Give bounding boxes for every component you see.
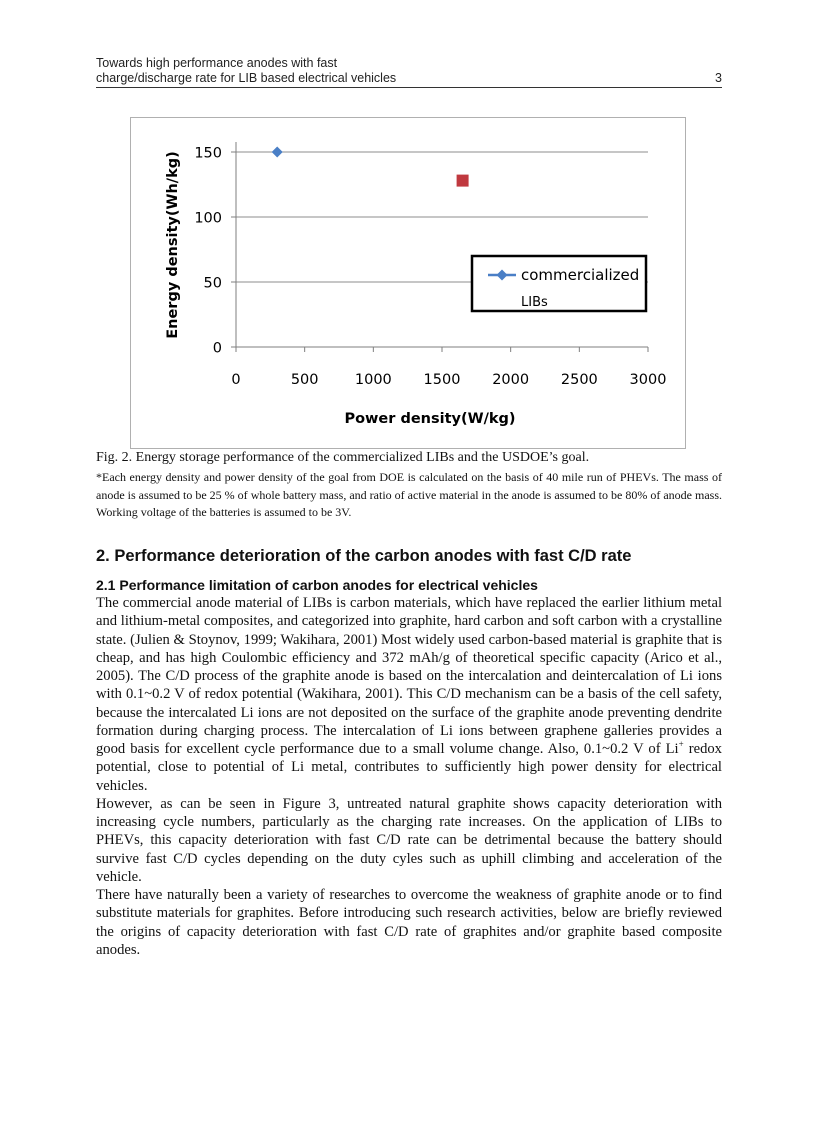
header-rule <box>96 87 722 88</box>
y-axis-label: Energy density(Wh/kg) <box>165 151 181 339</box>
page-number: 3 <box>715 71 722 85</box>
header-title-line2: charge/discharge rate for LIB based electrical vehicles <box>96 71 397 85</box>
paragraph-3: There have naturally been a variety of researches to overcome the weakness of graphite anode or to find substitute materials for graphites. Before introducing such research activities, below are briefly reviewed the origins of capacity deterioration with fast C/D rate of graphites and/or graphite based composite anodes. <box>96 887 722 958</box>
section-heading: 2. Performance deterioration of the carbon anodes with fast C/D rate <box>96 547 632 565</box>
figure-footnote: *Each energy density and power density of the goal from DOE is calculated on the basis of 40 mile run of PHEVs. The mass of anode is assumed to be 25 % of whole battery mass, and ratio of active material in the anode is assumed to be 80% of anode mass. Working voltage of the batteries is assumed to be 3V. <box>96 470 722 519</box>
x-tick-label: 2000 <box>492 372 530 388</box>
data-point-usdoe-goal <box>457 175 469 187</box>
y-tick-label: 0 <box>212 340 222 357</box>
paragraph-1 <box>96 594 722 795</box>
x-tick-label: 1000 <box>354 372 392 388</box>
legend <box>472 256 646 311</box>
running-header <box>96 56 722 86</box>
paragraph-2: However, as can be seen in Figure 3, untreated natural graphite shows capacity deterioration with increasing cycle numbers, particularly as the charging rate increases. On the application of LIBs to PHEVs, this capacity deterioration with fast C/D rate can be detrimental because the battery should survive fast C/D cycles depending on the duty cyles such as uphill climbing and acceleration of the vehicle. <box>96 795 722 885</box>
subsection-heading: 2.1 Performance limitation of carbon anodes for electrical vehicles <box>96 577 538 593</box>
x-tick-label: 1500 <box>423 372 461 388</box>
y-tick-label: 150 <box>194 145 222 162</box>
body-text <box>96 594 722 959</box>
legend-label-line2: LIBs <box>521 295 548 310</box>
figure-caption: Fig. 2. Energy storage performance of the commercialized LIBs and the USDOE’s goal. <box>96 450 590 465</box>
header-title-line1: Towards high performance anodes with fast <box>96 56 338 70</box>
paragraph-1-part-a: The commercial anode material of LIBs is carbon materials, which have replaced the earlier lithium metal and lithium-metal composites, and categorized into graphite, hard carbon and soft carbon with a crystalline state. (Julien & Stoynov, 1999; Wakihara, 2001) Most widely used carbon-based material is graphite that is cheap, and has high Coulombic efficiency and 372 mAh/g of theoretical specific capacity (Arico et al., 2005). The C/D process of the graphite anode is based on the intercalation and deintercalation of Li ions with 0.1~0.2 V of redox potential (Wakihara, 2001). This C/D mechanism can be a basis of the cell safety, because the intercalated Li ions are not deposited on the surface of the graphite anode preventing dendrite formation during charging process. The intercalation of Li ions between graphene galleries provides a good basis for excellent cycle performance due to a small volume change. Also, 0.1~0.2 V of Li <box>96 595 722 757</box>
y-tick-label: 100 <box>194 210 222 227</box>
energy-power-scatter-chart <box>130 117 686 449</box>
x-tick-label: 2500 <box>560 372 598 388</box>
data-point-commercialized-libs <box>272 147 283 158</box>
paragraph-1-part-b: redox potential, close to potential of Li metal, contributes to sufficiently high power density for electrical vehicles. <box>96 741 722 794</box>
x-tick-label: 3000 <box>629 372 667 388</box>
y-tick-label: 50 <box>203 275 222 292</box>
li-ion-superscript: + <box>678 739 684 750</box>
x-tick-label: 0 <box>231 372 241 388</box>
x-axis-label: Power density(W/kg) <box>344 411 516 427</box>
legend-label-line1: commercialized <box>521 266 640 284</box>
x-tick-label: 500 <box>290 372 319 388</box>
